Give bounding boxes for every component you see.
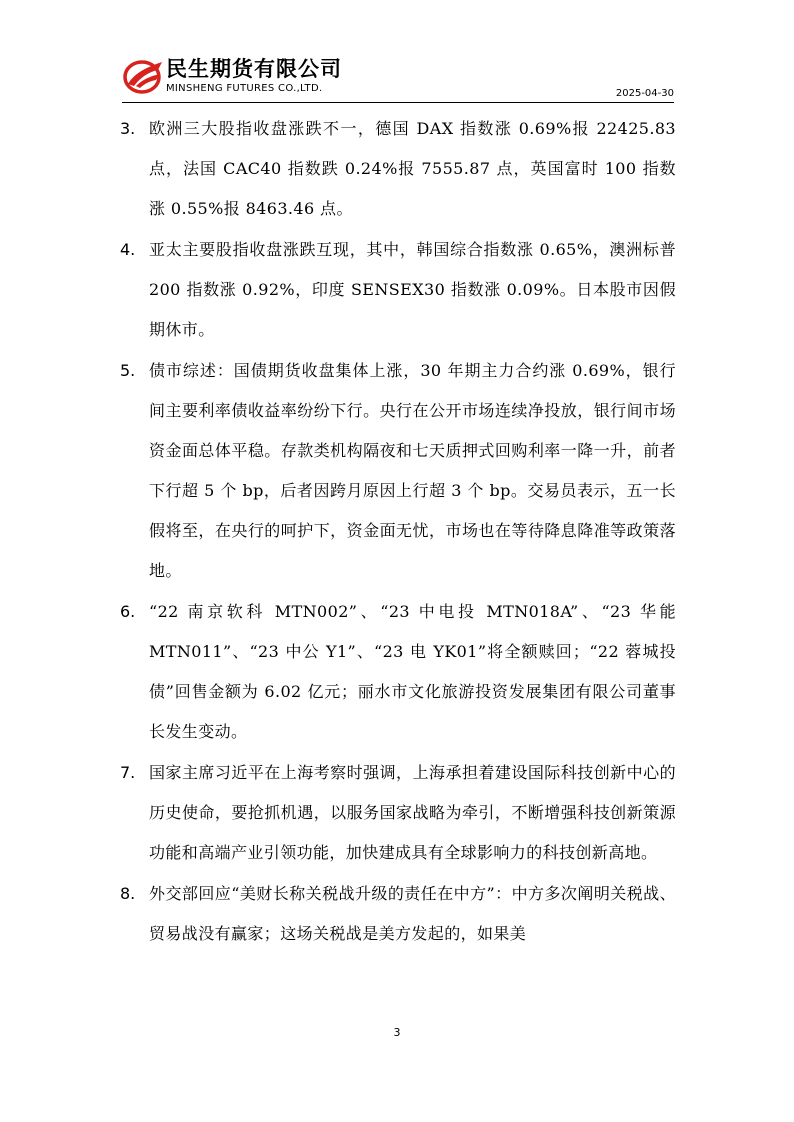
header-divider (122, 102, 674, 103)
list-item (120, 351, 676, 591)
item-text: 债市综述：国债期货收盘集体上涨，30 年期主力合约涨 0.69%，银行间主要利率债收益率纷纷下行。央行在公开市场连续净投放，银行间市场资金面总体平稳。存款类机构隔夜和七天质押式回购利率一降一升，前者下行超 5 个 bp，后者因跨月原因上行超 3 个 bp。交易员表示，五一长假将至，在央行的呵护下，资金面无忧，市场也在等待降息降准等政策落地。 (149, 361, 676, 580)
company-name-cn: 民生期货有限公司 (166, 57, 342, 81)
page-number: 3 (393, 1026, 401, 1039)
list-item (120, 753, 676, 873)
page-header (122, 52, 674, 102)
item-text: “22 南京软科 MTN002”、“23 中电投 MTN018A”、“23 华能 MTN011”、“23 中公 Y1”、“23 电 YK01”将全额赎回；“22 蓉城投债”回售金额为 6.02 亿元；丽水市文化旅游投资发展集团有限公司董事长发生变动。 (149, 602, 676, 741)
item-number: 3. (120, 119, 136, 138)
list-item (120, 109, 676, 229)
item-text: 欧洲三大股指收盘涨跌不一，德国 DAX 指数涨 0.69%报 22425.83 点，法国 CAC40 指数跌 0.24%报 7555.87 点，英国富时 100 指数涨 0.55%报 8463.46 点。 (149, 119, 676, 218)
item-number: 5. (120, 361, 136, 380)
item-number: 4. (120, 240, 136, 259)
item-number: 8. (120, 884, 136, 903)
minsheng-logo-icon (122, 56, 166, 96)
news-list (120, 109, 676, 955)
item-text: 外交部回应“美财长称关税战升级的责任在中方”：中方多次阐明关税战、贸易战没有赢家；这场关税战是美方发起的，如果美 (149, 884, 676, 943)
item-text: 国家主席习近平在上海考察时强调，上海承担着建设国际科技创新中心的历史使命，要抢抓机遇，以服务国家战略为牵引，不断增强科技创新策源功能和高端产业引领功能，加快建成具有全球影响力的科技创新高地。 (149, 763, 676, 862)
item-number: 7. (120, 763, 136, 782)
item-number: 6. (120, 602, 136, 621)
report-date: 2025-04-30 (615, 88, 674, 99)
company-name-en: MINSHENG FUTURES CO.,LTD. (166, 83, 323, 94)
list-item (120, 874, 676, 954)
item-text: 亚太主要股指收盘涨跌互现，其中，韩国综合指数涨 0.65%，澳洲标普 200 指数涨 0.92%，印度 SENSEX30 指数涨 0.09%。日本股市因假期休市。 (149, 240, 676, 339)
list-item (120, 592, 676, 752)
list-item (120, 230, 676, 350)
